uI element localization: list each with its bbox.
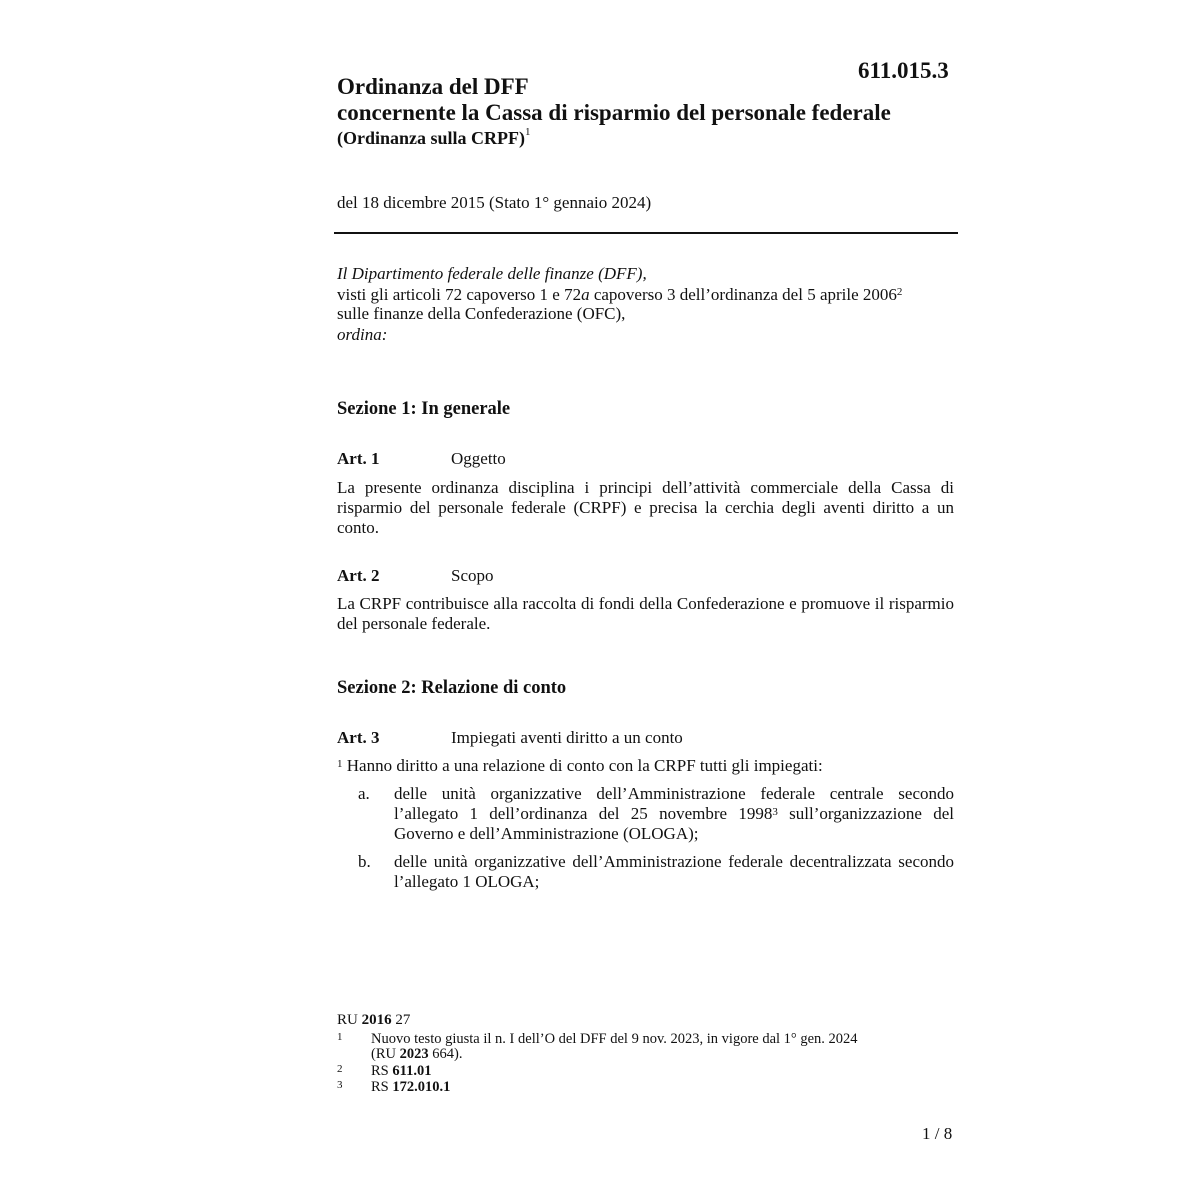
article-2-text: La CRPF contribuisce alla raccolta di fondi della Confederazione e promuove il risparmio del personale federale. (337, 594, 954, 633)
article-2-heading (337, 566, 494, 586)
short-title (337, 128, 531, 149)
list-item-label: a. (358, 784, 370, 803)
list-item (358, 784, 954, 844)
footnote-text (371, 1064, 937, 1079)
basis-italic: a (581, 285, 590, 304)
article-3-heading (337, 728, 683, 748)
title-line-2: concernente la Cassa di risparmio del personale federale (337, 100, 891, 125)
section-2-title: Sezione 2: Relazione di conto (337, 678, 567, 698)
article-number: Art. 3 (337, 728, 380, 747)
article-title: Scopo (451, 566, 494, 585)
article-1-text: La presente ordinanza disciplina i principi dell’attività commerciale della Cassa di risparmio del personale federale (CRPF) e precisa la cerchia degli aventi diritto a un conto. (337, 478, 954, 537)
fn-prefix: RS (371, 1063, 389, 1079)
item-text-1: delle unità organizzative dell’Amministrazione federale centrale secondo l’allegato 1 dell’ordinanza del 25 novembre 1998 (394, 784, 954, 823)
fn-prefix: RS (371, 1079, 389, 1095)
date-line: del 18 dicembre 2015 (Stato 1° gennaio 2024) (337, 193, 652, 212)
item-text-2: sull’organizzazione del Governo e dell’Amministrazione (OLOGA); (394, 804, 954, 843)
article-number: Art. 2 (337, 566, 380, 585)
fn-post: 664). (428, 1046, 463, 1062)
article-number: Art. 1 (337, 449, 380, 468)
list-item-text: delle unità organizzative dell’Amministrazione federale decentralizzata secondo l’allegato 1 OLOGA; (394, 852, 954, 891)
basis-text-1: visti gli articoli 72 capoverso 1 e 72 (337, 285, 582, 304)
footnote-line-2 (371, 1047, 937, 1062)
footnote-2 (337, 1064, 937, 1079)
basis-text-2: capoverso 3 dell’ordinanza del 5 aprile 2006 (589, 285, 897, 304)
ru-prefix: RU (337, 1012, 358, 1028)
fn-bold: 2023 (399, 1046, 429, 1062)
short-title-text: (Ordinanza sulla CRPF) (337, 128, 526, 148)
preamble-basis (337, 285, 957, 304)
list-item-text (394, 784, 954, 844)
ru-page: 27 (395, 1012, 411, 1028)
footnote-line-1: Nuovo testo giusta il n. I dell’O del DFF del 9 nov. 2023, in vigore dal 1° gen. 2024 (371, 1031, 858, 1047)
document-number: 611.015.3 (858, 58, 949, 83)
article-title: Impiegati aventi diritto a un conto (451, 728, 683, 747)
fn-bold: 611.01 (392, 1063, 432, 1079)
ru-year: 2016 (361, 1012, 392, 1028)
footnote-text (371, 1080, 937, 1095)
paragraph-number: 1 (337, 758, 343, 770)
preamble-basis-line-2: sulle finanze della Confederazione (OFC), (337, 304, 626, 323)
footnote-1 (337, 1032, 937, 1062)
page-number: 1 / 8 (922, 1124, 953, 1143)
title-line-1: Ordinanza del DFF (337, 74, 529, 99)
preamble-decree: ordina: (337, 325, 388, 344)
footnote-number: 1 (337, 1031, 343, 1043)
fn-bold: 172.010.1 (392, 1079, 451, 1095)
footnote-ref-3[interactable]: 3 (772, 806, 778, 818)
list-item-label: b. (358, 852, 371, 871)
official-compilation-ref (337, 1012, 410, 1028)
footnote-3 (337, 1080, 937, 1095)
footnote-number: 3 (337, 1079, 343, 1091)
fn-pre: (RU (371, 1046, 400, 1062)
footnote-ref-2[interactable]: 2 (896, 286, 903, 298)
footnote-number: 2 (337, 1063, 343, 1075)
section-1-title: Sezione 1: In generale (337, 399, 511, 419)
article-title: Oggetto (451, 449, 506, 468)
article-1-heading (337, 449, 506, 469)
paragraph-intro: Hanno diritto a una relazione di conto con la CRPF tutti gli impiegati: (346, 756, 823, 775)
preamble (337, 264, 957, 344)
preamble-authority: Il Dipartimento federale delle finanze (DFF), (337, 264, 647, 283)
list-item (358, 852, 954, 892)
footnote-ref-1[interactable]: 1 (525, 126, 531, 138)
header-divider (334, 232, 958, 234)
document-title (337, 74, 891, 126)
footnote-text (371, 1032, 937, 1062)
article-3-paragraph-1 (337, 756, 954, 776)
